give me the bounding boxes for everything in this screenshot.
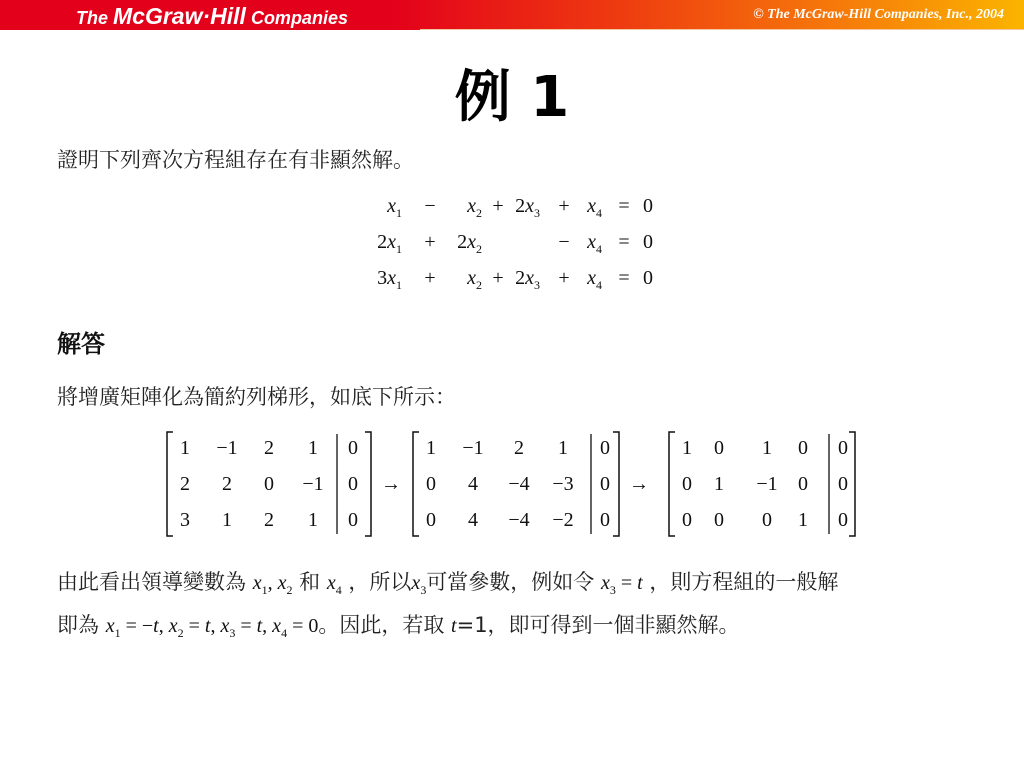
left-bracket xyxy=(413,432,419,536)
system-term: $x_2$ xyxy=(467,267,482,292)
system-term: 0 xyxy=(643,267,653,289)
system-term: $2x_1$ xyxy=(377,231,402,256)
matrix-entry: 1 xyxy=(222,509,232,531)
matrix-entry: 2 xyxy=(180,473,190,495)
matrix-entry: 0 xyxy=(264,473,274,495)
system-term: + xyxy=(492,195,504,217)
matrix-entry: 1 xyxy=(180,437,190,459)
answer-heading: 解答 xyxy=(57,330,105,358)
param-assign: $x_3 = t$ xyxy=(601,572,643,597)
right-bracket xyxy=(849,432,855,536)
matrix-entry: 2 xyxy=(264,437,274,459)
system-term: = xyxy=(618,231,630,253)
matrix-entry: 2 xyxy=(222,473,232,495)
matrix-entry: 3 xyxy=(180,509,190,531)
system-term: $2x_3$ xyxy=(515,267,540,292)
arrow-icon: → xyxy=(629,473,649,495)
matrix-entry: −1 xyxy=(462,437,484,459)
matrix-entry: −4 xyxy=(508,509,530,531)
system-term: $x_2$ xyxy=(467,195,482,220)
matrix-entry: 0 xyxy=(426,473,436,495)
system-term: − xyxy=(424,195,436,217)
matrix-entry: 0 xyxy=(426,509,436,531)
matrix-rhs-entry: 0 xyxy=(348,437,358,459)
matrix-entry: 4 xyxy=(468,473,478,495)
general-solution: $x_1 = -t$, $x_2 = t$, $x_3 = t$, $x_4 = 0$ xyxy=(105,615,319,640)
system-term: + xyxy=(558,267,570,289)
matrix-rhs-entry: 0 xyxy=(600,473,610,495)
matrix-entry: −1 xyxy=(302,473,324,495)
system-term: $2x_2$ xyxy=(457,231,482,256)
matrix-rhs-entry: 0 xyxy=(838,509,848,531)
matrix-entry: 0 xyxy=(714,509,724,531)
right-bracket xyxy=(613,432,619,536)
system-term: + xyxy=(424,231,436,253)
matrix-entry: 1 xyxy=(714,473,724,495)
matrix-entry: −1 xyxy=(216,437,238,459)
system-term: + xyxy=(492,267,504,289)
param-var: $x_3$ xyxy=(411,572,427,597)
matrix-entry: 2 xyxy=(514,437,524,459)
matrix-entry: 0 xyxy=(682,509,692,531)
system-term: $2x_3$ xyxy=(515,195,540,220)
matrix-entry: 1 xyxy=(308,509,318,531)
system-term: $x_4$ xyxy=(587,195,602,220)
system-term: = xyxy=(618,267,630,289)
system-term: 0 xyxy=(643,231,653,253)
arrow-icon: → xyxy=(381,473,401,495)
left-bracket xyxy=(167,432,173,536)
left-bracket xyxy=(669,432,675,536)
matrix-entry: −2 xyxy=(552,509,574,531)
matrix-rhs-entry: 0 xyxy=(838,473,848,495)
system-term: = xyxy=(618,195,630,217)
matrix-entry: 0 xyxy=(682,473,692,495)
system-term: + xyxy=(558,195,570,217)
slide-title: 例 1 xyxy=(454,65,570,130)
matrix-entry: 1 xyxy=(762,437,772,459)
matrix-entry: 0 xyxy=(798,473,808,495)
copyright-notice: © The McGraw-Hill Companies, Inc., 2004 xyxy=(753,7,1004,22)
right-bracket xyxy=(365,432,371,536)
matrix-rhs-entry: 0 xyxy=(838,437,848,459)
system-term: $x_1$ xyxy=(387,195,402,220)
matrix-entry: 0 xyxy=(762,509,772,531)
matrix-entry: 2 xyxy=(264,509,274,531)
reduction-intro: 將增廣矩陣化為簡約列梯形，如底下所示： xyxy=(57,385,456,409)
matrix-rhs-entry: 0 xyxy=(600,437,610,459)
matrix-entry: −4 xyxy=(508,473,530,495)
conclusion-line-2: 即為 $x_1 = -t$, $x_2 = t$, $x_3 = t$, $x_4 = 0$。因此，若取 t=1，即可得到一個非顯然解。 xyxy=(57,613,740,640)
matrix-entry: 0 xyxy=(714,437,724,459)
matrix-entry: 1 xyxy=(558,437,568,459)
matrix-entry: 1 xyxy=(682,437,692,459)
matrix-entry: 1 xyxy=(798,509,808,531)
problem-statement: 證明下列齊次方程組存在有非顯然解。 xyxy=(57,148,414,172)
matrix-entry: 1 xyxy=(308,437,318,459)
system-term: − xyxy=(558,231,570,253)
matrix-rhs-entry: 0 xyxy=(600,509,610,531)
matrix-entry: 1 xyxy=(426,437,436,459)
matrix-entry: 0 xyxy=(798,437,808,459)
system-term: $x_4$ xyxy=(587,231,602,256)
leading-vars: $x_1$, $x_2$ xyxy=(252,572,293,597)
system-term: 0 xyxy=(643,195,653,217)
matrix-entry: 4 xyxy=(468,509,478,531)
system-term: $3x_1$ xyxy=(377,267,402,292)
conclusion-line-1: 由此看出領導變數為 $x_1$, $x_2$ 和 $x_4$ ，所以$x_3$可當參數，例如令 $x_3 = t$ ，則方程組的一般解 xyxy=(57,570,839,597)
matrix-rhs-entry: 0 xyxy=(348,473,358,495)
leading-var-x4: $x_4$ xyxy=(326,572,342,597)
matrix-entry: −1 xyxy=(756,473,778,495)
t-variable: t xyxy=(451,615,457,637)
header-divider xyxy=(420,29,1024,30)
system-term: + xyxy=(424,267,436,289)
matrix-reduction xyxy=(165,428,865,546)
matrix-entry: −3 xyxy=(552,473,574,495)
equation-system xyxy=(360,190,680,300)
matrix-rhs-entry: 0 xyxy=(348,509,358,531)
brand-logo: The McGraw·Hill Companies xyxy=(76,3,348,29)
system-term: $x_4$ xyxy=(587,267,602,292)
